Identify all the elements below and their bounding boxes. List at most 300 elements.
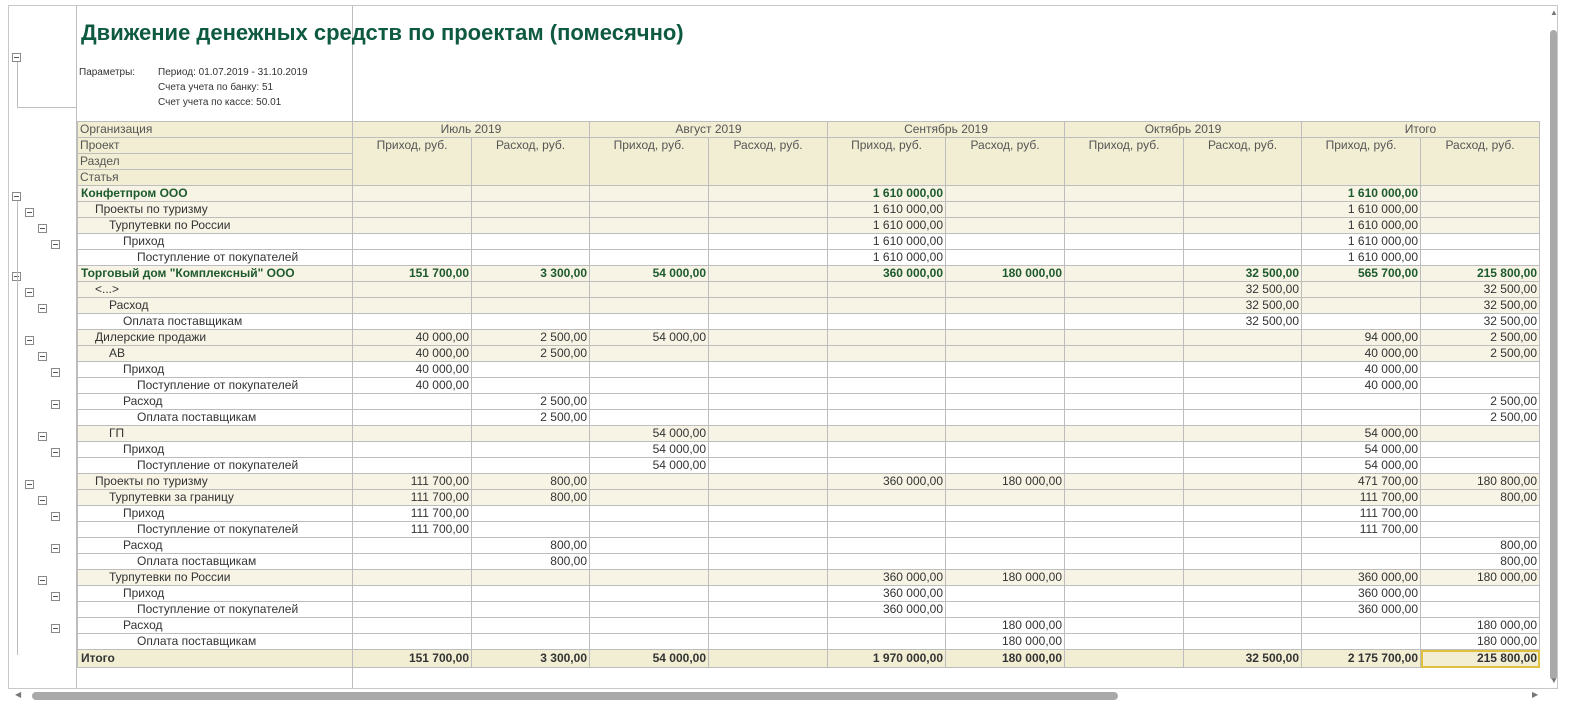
cell-value[interactable]: [1184, 234, 1302, 250]
cell-value[interactable]: [1065, 538, 1184, 554]
cell-value[interactable]: [1421, 378, 1540, 394]
hdr-expense[interactable]: Расход, руб.: [946, 138, 1065, 186]
hdr-project[interactable]: Проект: [78, 138, 353, 154]
cell-value[interactable]: 800,00: [472, 490, 590, 506]
cell-value[interactable]: [709, 458, 828, 474]
cell-value[interactable]: 800,00: [472, 554, 590, 570]
cell-value[interactable]: [353, 202, 472, 218]
table-row[interactable]: [78, 202, 1540, 218]
table-row[interactable]: [78, 218, 1540, 234]
table-row[interactable]: [78, 618, 1540, 634]
cell-value[interactable]: [353, 234, 472, 250]
cell-value[interactable]: [828, 378, 946, 394]
collapse-row-icon[interactable]: [51, 544, 60, 553]
cell-value[interactable]: [946, 586, 1065, 602]
cell-value[interactable]: [1302, 554, 1421, 570]
cell-value[interactable]: [828, 618, 946, 634]
cell-value[interactable]: [1421, 202, 1540, 218]
cell-value[interactable]: [1302, 538, 1421, 554]
table-row[interactable]: [78, 298, 1540, 314]
cell-value[interactable]: [828, 282, 946, 298]
cell-value[interactable]: [946, 394, 1065, 410]
table-row[interactable]: [78, 554, 1540, 570]
hdr-expense[interactable]: Расход, руб.: [472, 138, 590, 186]
cell-value[interactable]: [353, 186, 472, 202]
cell-value[interactable]: [1421, 442, 1540, 458]
vertical-scrollbar[interactable]: [1550, 30, 1557, 680]
cell-value[interactable]: [1302, 410, 1421, 426]
cell-value[interactable]: [946, 314, 1065, 330]
cell-value[interactable]: [1184, 522, 1302, 538]
cell-value[interactable]: [828, 490, 946, 506]
table-row[interactable]: [78, 426, 1540, 442]
cell-value[interactable]: 54 000,00: [590, 442, 709, 458]
cell-value[interactable]: [709, 474, 828, 490]
cell-value[interactable]: 54 000,00: [1302, 442, 1421, 458]
cell-value[interactable]: 2 500,00: [1421, 410, 1540, 426]
cell-value[interactable]: [1184, 250, 1302, 266]
hdr-income[interactable]: Приход, руб.: [353, 138, 472, 186]
cell-value[interactable]: 54 000,00: [1302, 426, 1421, 442]
cell-value[interactable]: [1065, 394, 1184, 410]
cell-value[interactable]: [1184, 362, 1302, 378]
cell-value[interactable]: 1 610 000,00: [1302, 234, 1421, 250]
cell-value[interactable]: [472, 586, 590, 602]
cell-value[interactable]: 111 700,00: [353, 490, 472, 506]
cell-value[interactable]: [709, 218, 828, 234]
cell-value[interactable]: 215 800,00: [1421, 266, 1540, 282]
total-value[interactable]: 180 000,00: [946, 650, 1065, 668]
table-row[interactable]: [78, 586, 1540, 602]
cell-value[interactable]: 360 000,00: [828, 266, 946, 282]
cell-value[interactable]: [590, 410, 709, 426]
cell-value[interactable]: 360 000,00: [1302, 602, 1421, 618]
hdr-section[interactable]: Раздел: [78, 154, 353, 170]
cell-value[interactable]: [353, 634, 472, 650]
cell-value[interactable]: [828, 506, 946, 522]
collapse-row-icon[interactable]: [38, 224, 47, 233]
cell-value[interactable]: [1065, 314, 1184, 330]
cell-value[interactable]: [590, 362, 709, 378]
cell-value[interactable]: [1065, 282, 1184, 298]
cell-value[interactable]: [472, 442, 590, 458]
cell-value[interactable]: 40 000,00: [1302, 378, 1421, 394]
cell-value[interactable]: 40 000,00: [1302, 362, 1421, 378]
cell-value[interactable]: 2 500,00: [472, 346, 590, 362]
collapse-row-icon[interactable]: [38, 352, 47, 361]
cell-value[interactable]: [472, 282, 590, 298]
hdr-expense[interactable]: Расход, руб.: [1184, 138, 1302, 186]
cell-value[interactable]: 360 000,00: [828, 586, 946, 602]
cell-value[interactable]: 40 000,00: [353, 362, 472, 378]
table-row[interactable]: [78, 522, 1540, 538]
cell-value[interactable]: 111 700,00: [1302, 506, 1421, 522]
selected-cell[interactable]: 215 800,00: [1421, 650, 1540, 668]
hdr-month-total[interactable]: Итого: [1302, 122, 1540, 138]
cell-value[interactable]: [472, 506, 590, 522]
cell-value[interactable]: [709, 266, 828, 282]
cell-value[interactable]: [1421, 250, 1540, 266]
cell-value[interactable]: [353, 538, 472, 554]
table-row[interactable]: [78, 250, 1540, 266]
collapse-row-icon[interactable]: [25, 480, 34, 489]
cell-value[interactable]: [946, 362, 1065, 378]
cell-value[interactable]: 1 610 000,00: [828, 186, 946, 202]
hdr-expense[interactable]: Расход, руб.: [709, 138, 828, 186]
cell-value[interactable]: [472, 234, 590, 250]
cell-value[interactable]: [1065, 410, 1184, 426]
collapse-row-icon[interactable]: [51, 592, 60, 601]
cell-value[interactable]: 32 500,00: [1184, 282, 1302, 298]
cell-value[interactable]: 360 000,00: [1302, 570, 1421, 586]
collapse-row-icon[interactable]: [51, 448, 60, 457]
collapse-row-icon[interactable]: [51, 512, 60, 521]
collapse-row-icon[interactable]: [51, 624, 60, 633]
cell-value[interactable]: [709, 490, 828, 506]
cell-value[interactable]: [1421, 362, 1540, 378]
cell-value[interactable]: [1184, 378, 1302, 394]
cell-value[interactable]: 2 500,00: [1421, 346, 1540, 362]
table-row[interactable]: [78, 506, 1540, 522]
collapse-row-icon[interactable]: [38, 432, 47, 441]
cell-value[interactable]: [946, 458, 1065, 474]
total-value[interactable]: [1065, 650, 1184, 668]
cell-value[interactable]: [709, 570, 828, 586]
cell-value[interactable]: [828, 314, 946, 330]
cell-value[interactable]: [1184, 634, 1302, 650]
cell-value[interactable]: [946, 298, 1065, 314]
cell-value[interactable]: [590, 522, 709, 538]
cell-value[interactable]: [946, 378, 1065, 394]
hdr-income[interactable]: Приход, руб.: [590, 138, 709, 186]
hdr-income[interactable]: Приход, руб.: [1302, 138, 1421, 186]
cell-value[interactable]: [472, 634, 590, 650]
cell-value[interactable]: [946, 410, 1065, 426]
cell-value[interactable]: 3 300,00: [472, 266, 590, 282]
cell-value[interactable]: [353, 314, 472, 330]
collapse-row-icon[interactable]: [38, 576, 47, 585]
table-row[interactable]: [78, 314, 1540, 330]
cell-value[interactable]: 1 610 000,00: [828, 218, 946, 234]
cell-value[interactable]: 180 000,00: [946, 634, 1065, 650]
cell-value[interactable]: [709, 298, 828, 314]
table-row[interactable]: [78, 474, 1540, 490]
cell-value[interactable]: [1421, 186, 1540, 202]
cell-value[interactable]: [590, 378, 709, 394]
total-value[interactable]: 2 175 700,00: [1302, 650, 1421, 668]
cell-value[interactable]: [709, 362, 828, 378]
cell-value[interactable]: 360 000,00: [828, 570, 946, 586]
cell-value[interactable]: [1065, 442, 1184, 458]
table-row[interactable]: [78, 346, 1540, 362]
cell-value[interactable]: [946, 282, 1065, 298]
cell-value[interactable]: [828, 522, 946, 538]
cell-value[interactable]: [590, 570, 709, 586]
cell-value[interactable]: [1184, 426, 1302, 442]
collapse-row-icon[interactable]: [25, 336, 34, 345]
cell-value[interactable]: [353, 602, 472, 618]
cell-value[interactable]: [1065, 586, 1184, 602]
cell-value[interactable]: [1184, 394, 1302, 410]
cell-value[interactable]: [590, 506, 709, 522]
cell-value[interactable]: [472, 522, 590, 538]
total-value[interactable]: 3 300,00: [472, 650, 590, 668]
cell-value[interactable]: 111 700,00: [1302, 490, 1421, 506]
cell-value[interactable]: [709, 378, 828, 394]
cell-value[interactable]: 40 000,00: [1302, 346, 1421, 362]
cell-value[interactable]: [1065, 602, 1184, 618]
table-row[interactable]: [78, 186, 1540, 202]
cell-value[interactable]: [1065, 522, 1184, 538]
cell-value[interactable]: 2 500,00: [472, 410, 590, 426]
cell-value[interactable]: [353, 426, 472, 442]
cell-value[interactable]: [1065, 218, 1184, 234]
cell-value[interactable]: 111 700,00: [353, 474, 472, 490]
cell-value[interactable]: [590, 634, 709, 650]
cell-value[interactable]: [828, 410, 946, 426]
cell-value[interactable]: [1184, 458, 1302, 474]
cell-value[interactable]: 800,00: [1421, 538, 1540, 554]
collapse-row-icon[interactable]: [38, 304, 47, 313]
cell-value[interactable]: 32 500,00: [1184, 314, 1302, 330]
table-row[interactable]: [78, 234, 1540, 250]
cell-value[interactable]: 1 610 000,00: [1302, 250, 1421, 266]
cell-value[interactable]: 180 000,00: [946, 570, 1065, 586]
cell-value[interactable]: 32 500,00: [1421, 282, 1540, 298]
cell-value[interactable]: [946, 538, 1065, 554]
cell-value[interactable]: [472, 250, 590, 266]
cell-value[interactable]: [946, 186, 1065, 202]
cell-value[interactable]: 32 500,00: [1421, 298, 1540, 314]
hdr-month-july[interactable]: Июль 2019: [353, 122, 590, 138]
cell-value[interactable]: [709, 618, 828, 634]
cell-value[interactable]: [1065, 378, 1184, 394]
cell-value[interactable]: [1421, 458, 1540, 474]
cell-value[interactable]: [353, 442, 472, 458]
cell-value[interactable]: [353, 554, 472, 570]
cell-value[interactable]: [828, 634, 946, 650]
cell-value[interactable]: [1065, 426, 1184, 442]
cell-value[interactable]: 565 700,00: [1302, 266, 1421, 282]
hdr-month-september[interactable]: Сентябрь 2019: [828, 122, 1065, 138]
cell-value[interactable]: [946, 426, 1065, 442]
table-row[interactable]: [78, 266, 1540, 282]
cell-value[interactable]: [1065, 186, 1184, 202]
table-row[interactable]: [78, 602, 1540, 618]
cell-value[interactable]: [472, 314, 590, 330]
collapse-row-icon[interactable]: [51, 368, 60, 377]
cell-value[interactable]: [828, 442, 946, 458]
cell-value[interactable]: [1184, 490, 1302, 506]
cell-value[interactable]: [472, 218, 590, 234]
cell-value[interactable]: 54 000,00: [590, 458, 709, 474]
collapse-row-icon[interactable]: [51, 240, 60, 249]
cell-value[interactable]: [1302, 618, 1421, 634]
cell-value[interactable]: [946, 202, 1065, 218]
table-row[interactable]: [78, 634, 1540, 650]
cell-value[interactable]: [828, 394, 946, 410]
cell-value[interactable]: [709, 426, 828, 442]
cell-value[interactable]: [590, 618, 709, 634]
hdr-month-august[interactable]: Август 2019: [590, 122, 828, 138]
total-value[interactable]: 32 500,00: [1184, 650, 1302, 668]
cell-value[interactable]: 800,00: [472, 474, 590, 490]
cell-value[interactable]: 800,00: [1421, 490, 1540, 506]
table-row[interactable]: [78, 410, 1540, 426]
cell-value[interactable]: [1421, 522, 1540, 538]
cell-value[interactable]: [590, 202, 709, 218]
cell-value[interactable]: [1065, 266, 1184, 282]
cell-value[interactable]: 800,00: [472, 538, 590, 554]
cell-value[interactable]: [590, 218, 709, 234]
cell-value[interactable]: [709, 282, 828, 298]
cell-value[interactable]: [709, 538, 828, 554]
cell-value[interactable]: [946, 506, 1065, 522]
cell-value[interactable]: [472, 458, 590, 474]
cell-value[interactable]: [709, 506, 828, 522]
hdr-item[interactable]: Статья: [78, 170, 353, 186]
cell-value[interactable]: [1065, 570, 1184, 586]
cell-value[interactable]: [590, 586, 709, 602]
hdr-income[interactable]: Приход, руб.: [1065, 138, 1184, 186]
collapse-row-icon[interactable]: [25, 208, 34, 217]
cell-value[interactable]: [1302, 314, 1421, 330]
cell-value[interactable]: 54 000,00: [590, 330, 709, 346]
cell-value[interactable]: [353, 618, 472, 634]
cell-value[interactable]: 111 700,00: [353, 506, 472, 522]
cell-value[interactable]: [472, 362, 590, 378]
cell-value[interactable]: [1421, 426, 1540, 442]
horizontal-scrollbar[interactable]: [32, 692, 1118, 700]
cell-value[interactable]: 54 000,00: [590, 426, 709, 442]
cell-value[interactable]: [1065, 458, 1184, 474]
cell-value[interactable]: [709, 186, 828, 202]
cell-value[interactable]: [946, 250, 1065, 266]
cell-value[interactable]: 360 000,00: [828, 474, 946, 490]
cell-value[interactable]: [828, 298, 946, 314]
cell-value[interactable]: [1065, 618, 1184, 634]
cell-value[interactable]: [709, 586, 828, 602]
cell-value[interactable]: [709, 250, 828, 266]
cell-value[interactable]: [1184, 554, 1302, 570]
total-value[interactable]: 54 000,00: [590, 650, 709, 668]
cell-value[interactable]: 180 000,00: [1421, 634, 1540, 650]
cell-value[interactable]: [353, 218, 472, 234]
cell-value[interactable]: 40 000,00: [353, 378, 472, 394]
cell-value[interactable]: [1421, 218, 1540, 234]
cell-value[interactable]: 360 000,00: [828, 602, 946, 618]
table-row[interactable]: [78, 394, 1540, 410]
cell-value[interactable]: [1065, 554, 1184, 570]
table-row[interactable]: [78, 282, 1540, 298]
cell-value[interactable]: [946, 346, 1065, 362]
cell-value[interactable]: [353, 410, 472, 426]
cell-value[interactable]: [709, 202, 828, 218]
total-value[interactable]: 151 700,00: [353, 650, 472, 668]
cell-value[interactable]: [1184, 538, 1302, 554]
cell-value[interactable]: [946, 234, 1065, 250]
cell-value[interactable]: [472, 186, 590, 202]
cell-value[interactable]: [946, 522, 1065, 538]
cell-value[interactable]: [828, 362, 946, 378]
cell-value[interactable]: [946, 490, 1065, 506]
cell-value[interactable]: 1 610 000,00: [1302, 186, 1421, 202]
cell-value[interactable]: [1065, 202, 1184, 218]
cell-value[interactable]: [709, 314, 828, 330]
cell-value[interactable]: [1184, 330, 1302, 346]
hdr-organization[interactable]: Организация: [78, 122, 353, 138]
cell-value[interactable]: [590, 554, 709, 570]
cell-value[interactable]: [472, 570, 590, 586]
cell-value[interactable]: [472, 202, 590, 218]
cell-value[interactable]: 111 700,00: [353, 522, 472, 538]
cell-value[interactable]: [590, 602, 709, 618]
cell-value[interactable]: [1065, 330, 1184, 346]
cell-value[interactable]: 471 700,00: [1302, 474, 1421, 490]
cell-value[interactable]: [1184, 602, 1302, 618]
cell-value[interactable]: [709, 330, 828, 346]
cell-value[interactable]: [472, 618, 590, 634]
cell-value[interactable]: [828, 554, 946, 570]
cell-value[interactable]: 54 000,00: [590, 266, 709, 282]
cell-value[interactable]: [1302, 394, 1421, 410]
cell-value[interactable]: [590, 314, 709, 330]
hdr-month-october[interactable]: Октябрь 2019: [1065, 122, 1302, 138]
cell-value[interactable]: [1065, 234, 1184, 250]
cell-value[interactable]: [1065, 634, 1184, 650]
collapse-header-icon[interactable]: [12, 53, 21, 62]
cell-value[interactable]: [1065, 490, 1184, 506]
cell-value[interactable]: [1184, 218, 1302, 234]
cell-value[interactable]: [1184, 506, 1302, 522]
cell-value[interactable]: [1184, 586, 1302, 602]
cell-value[interactable]: [709, 234, 828, 250]
cell-value[interactable]: 40 000,00: [353, 346, 472, 362]
cell-value[interactable]: [828, 538, 946, 554]
cell-value[interactable]: [709, 554, 828, 570]
cell-value[interactable]: 1 610 000,00: [828, 234, 946, 250]
cell-value[interactable]: [353, 458, 472, 474]
cell-value[interactable]: 2 500,00: [1421, 394, 1540, 410]
cell-value[interactable]: [946, 442, 1065, 458]
cell-value[interactable]: [1065, 250, 1184, 266]
cell-value[interactable]: [709, 522, 828, 538]
cell-value[interactable]: 360 000,00: [1302, 586, 1421, 602]
cell-value[interactable]: [946, 554, 1065, 570]
cell-value[interactable]: [1302, 298, 1421, 314]
cell-value[interactable]: [1302, 282, 1421, 298]
cell-value[interactable]: [472, 602, 590, 618]
cell-value[interactable]: 180 000,00: [1421, 618, 1540, 634]
hdr-income[interactable]: Приход, руб.: [828, 138, 946, 186]
cell-value[interactable]: [1184, 410, 1302, 426]
total-value[interactable]: 1 970 000,00: [828, 650, 946, 668]
cell-value[interactable]: [590, 298, 709, 314]
cell-value[interactable]: [1421, 602, 1540, 618]
cell-value[interactable]: [1421, 234, 1540, 250]
cell-value[interactable]: [590, 394, 709, 410]
cell-value[interactable]: 54 000,00: [1302, 458, 1421, 474]
total-value[interactable]: [709, 650, 828, 668]
cell-value[interactable]: [472, 298, 590, 314]
scroll-left-icon[interactable]: ◀: [15, 690, 22, 699]
table-row[interactable]: [78, 490, 1540, 506]
cell-value[interactable]: [353, 394, 472, 410]
cell-value[interactable]: [1065, 362, 1184, 378]
cell-value[interactable]: 180 000,00: [946, 474, 1065, 490]
table-row[interactable]: [78, 442, 1540, 458]
cell-value[interactable]: [1065, 474, 1184, 490]
